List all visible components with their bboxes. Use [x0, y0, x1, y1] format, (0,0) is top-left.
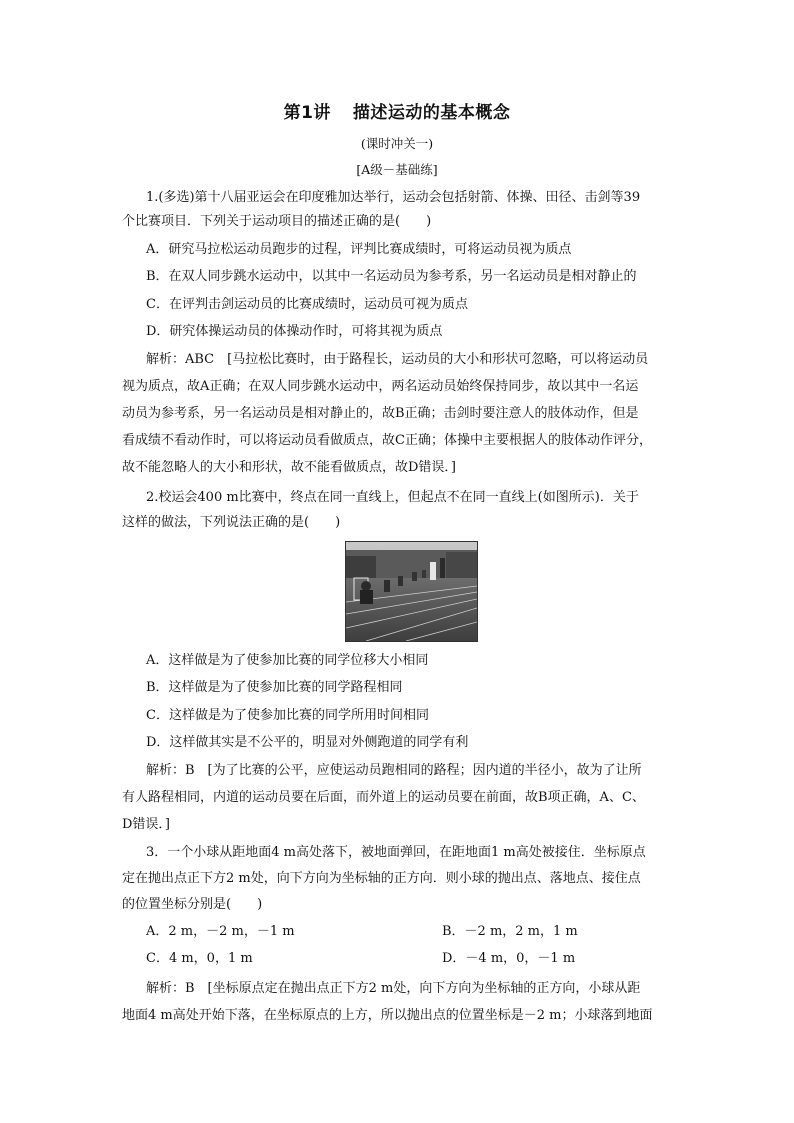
q3-option-d: D．－4 m，0，－1 m	[442, 951, 576, 966]
q1-option-d: D．研究体操运动员的体操动作时，可将其视为质点	[146, 324, 443, 339]
q1-stem-line-1: 1.(多选)第十八届亚运会在印度雅加达举行，运动会包括射箭、体操、田径、击剑等39	[146, 190, 641, 205]
q1-option-b: B．在双人同步跳水运动中，以其中一名运动员为参考系，另一名运动员是相对静止的	[146, 269, 637, 284]
q2-option-b: B．这样做是为了使参加比赛的同学路程相同	[146, 680, 403, 695]
q2-option-d: D．这样做其实是不公平的，明显对外侧跑道的同学有利	[146, 735, 469, 750]
q1-answer-line-3: 动员为参考系，另一名运动员是相对静止的，故B正确；击剑时要注意人的肢体动作，但是	[122, 406, 639, 421]
q1-option-a: A．研究马拉松运动员跑步的过程，评判比赛成绩时，可将运动员视为质点	[146, 242, 572, 257]
q3-answer-line-1: 解析：B [坐标原点定在抛出点正下方2 m处，向下方向为坐标轴的正方向，小球从距	[146, 981, 641, 996]
q3-stem-line-2: 定在抛出点正下方2 m处，向下方向为坐标轴的正方向．则小球的抛出点、落地点、接住点	[122, 871, 641, 886]
q2-answer-line-3: D错误．]	[122, 817, 170, 832]
q3-option-b: B．－2 m，2 m，1 m	[442, 924, 578, 939]
q2-option-a: A．这样做是为了使参加比赛的同学位移大小相同	[146, 653, 429, 668]
q1-answer-line-5: 故不能忽略人的大小和形状，故不能看做质点，故D错误．]	[122, 460, 456, 475]
q1-stem-line-2: 个比赛项目．下列关于运动项目的描述正确的是( )	[122, 214, 432, 229]
q2-answer-line-2: 有人路程相同，内道的运动员要在后面，而外道上的运动员要在前面，故B项正确，A、C、	[122, 790, 645, 805]
page-title	[0, 98, 794, 123]
q3-option-a: A．2 m，－2 m，－1 m	[146, 924, 295, 939]
lesson-title: 描述运动的基本概念	[352, 103, 511, 123]
q2-stem-line-2: 这样的做法，下列说法正确的是( )	[122, 515, 341, 530]
q1-answer-line-1: 解析：ABC [马拉松比赛时，由于路程长，运动员的大小和形状可忽略，可以将运动员	[146, 352, 649, 367]
q2-answer-line-1: 解析：B [为了比赛的公平，应使运动员跑相同的路程；因内道的半径小，故为了让所	[146, 763, 642, 778]
q1-answer-line-2: 视为质点，故A正确；在双人同步跳水运动中，两名运动员始终保持同步，故以其中一名运	[122, 379, 639, 394]
q1-option-c: C．在评判击剑运动员的比赛成绩时，运动员可视为质点	[146, 297, 468, 312]
q3-stem-line-1: 3．一个小球从距地面4 m高处落下，被地面弹回，在距地面1 m高处被接住．坐标原点	[146, 845, 646, 860]
q1-answer-line-4: 看成绩不看动作时，可以将运动员看做质点，故C正确；体操中主要根据人的肢体动作评分，	[122, 433, 652, 448]
q3-answer-line-2: 地面4 m高处开始下落，在坐标原点的上方，所以抛出点的位置坐标是－2 m；小球落到地面	[122, 1008, 653, 1023]
level-heading: [A级－基础练]	[356, 162, 438, 177]
q3-option-c: C．4 m，0，1 m	[146, 951, 253, 966]
q2-option-c: C．这样做是为了使参加比赛的同学所用时间相同	[146, 708, 429, 723]
q2-stem-line-1: 2.校运会400 m比赛中，终点在同一直线上，但起点不在同一直线上(如图所示)．关于	[146, 490, 639, 505]
track-start-photo	[345, 541, 478, 642]
subtitle: (课时冲关一)	[360, 136, 434, 151]
lesson-number: 第1讲	[283, 103, 331, 123]
q3-stem-line-3: 的位置坐标分别是( )	[122, 897, 263, 912]
